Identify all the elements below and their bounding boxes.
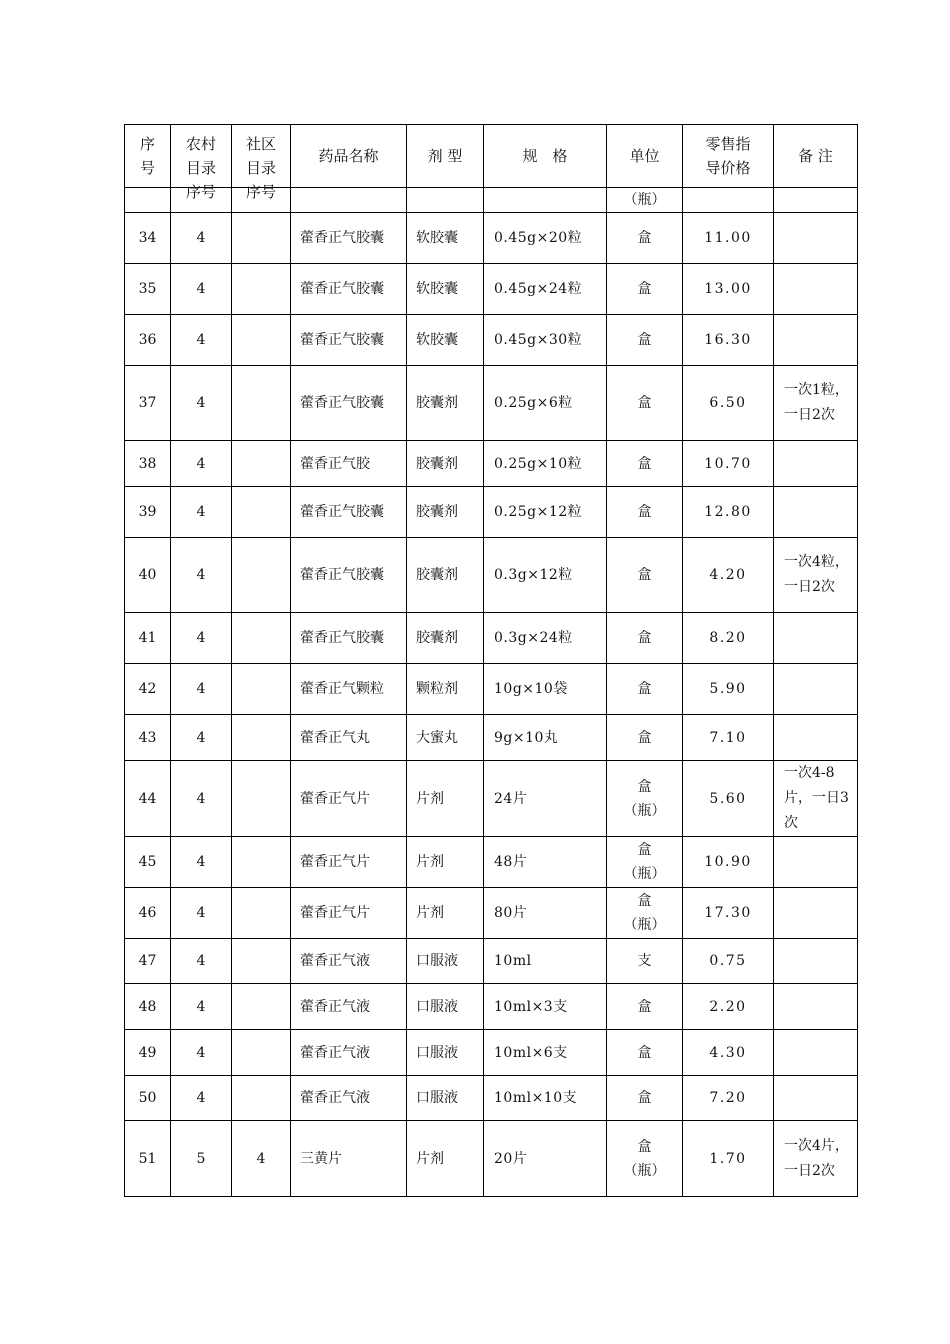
header-unit: 单位	[607, 125, 683, 188]
cell-dosage-form: 软胶囊	[407, 264, 484, 315]
header-retail-price: 零售指导价格	[683, 125, 774, 188]
cell-seq: 50	[125, 1076, 171, 1121]
cell-community-catalog	[232, 837, 291, 888]
cell-retail-price: 4.30	[683, 1030, 774, 1076]
table-row	[125, 487, 858, 538]
table-row	[125, 984, 858, 1030]
cell-community-catalog: 4	[232, 1121, 291, 1197]
cell-community-catalog	[232, 315, 291, 366]
cell-rural-catalog: 4	[171, 837, 232, 888]
cell-rural-catalog: 4	[171, 487, 232, 538]
cell-community-catalog	[232, 487, 291, 538]
cell-retail-price: 10.70	[683, 441, 774, 487]
cell-dosage-form: 胶囊剂	[407, 487, 484, 538]
cell-rural-catalog: 4	[171, 888, 232, 939]
cell-community-catalog	[232, 1076, 291, 1121]
cell-unit: 盒	[607, 264, 683, 315]
header-seq: 序号	[125, 125, 171, 188]
cell-remarks	[774, 715, 858, 761]
cell-remarks: 一次4-8片，一日3次	[774, 761, 858, 837]
cell-unit: 盒	[607, 664, 683, 715]
cell-unit: 盒	[607, 1076, 683, 1121]
cell-unit: 盒	[607, 315, 683, 366]
cell-specification: 10ml×10支	[484, 1076, 607, 1121]
header-remarks: 备 注	[774, 125, 858, 188]
cell-specification: 10g×10袋	[484, 664, 607, 715]
cell-drug-name: 藿香正气颗粒	[291, 664, 407, 715]
table-row	[125, 264, 858, 315]
cell-unit: 支	[607, 939, 683, 984]
header-drug-name: 药品名称	[291, 125, 407, 188]
cell-seq: 34	[125, 213, 171, 264]
cell-retail-price: 0.75	[683, 939, 774, 984]
cell-dosage-form: 胶囊剂	[407, 441, 484, 487]
cell-seq: 41	[125, 613, 171, 664]
cell-community-catalog	[232, 715, 291, 761]
header-rural-catalog: 农村目录序号	[171, 125, 232, 188]
cell-drug-name: 藿香正气片	[291, 837, 407, 888]
cell-unit: 盒	[607, 1030, 683, 1076]
cell-dosage-form: 口服液	[407, 939, 484, 984]
cell-drug-name: 三黄片	[291, 1121, 407, 1197]
cell-specification: 0.25g×12粒	[484, 487, 607, 538]
cell-community-catalog	[232, 441, 291, 487]
cell-rural-catalog: 5	[171, 1121, 232, 1197]
header-row	[125, 125, 858, 188]
cell-specification: 10ml	[484, 939, 607, 984]
cell-community-catalog	[232, 213, 291, 264]
cell-rural-catalog: 4	[171, 538, 232, 613]
cell-rural-catalog: 4	[171, 1076, 232, 1121]
cell-unit: 盒	[607, 487, 683, 538]
cell-dosage-form: 口服液	[407, 1076, 484, 1121]
cell-drug-name: 藿香正气胶囊	[291, 538, 407, 613]
cell-dosage-form: 软胶囊	[407, 213, 484, 264]
cell-community-catalog	[232, 888, 291, 939]
cell-seq: 38	[125, 441, 171, 487]
cell-unit: 盒	[607, 715, 683, 761]
cell-remarks	[774, 984, 858, 1030]
cell-dosage-form: 口服液	[407, 1030, 484, 1076]
cell-drug-name: 藿香正气丸	[291, 715, 407, 761]
cell-remarks	[774, 1076, 858, 1121]
cell-rural-catalog: 4	[171, 264, 232, 315]
cell-specification: 0.25g×10粒	[484, 441, 607, 487]
cell-retail-price: 1.70	[683, 1121, 774, 1197]
table-row	[125, 837, 858, 888]
cell-unit: 盒	[607, 213, 683, 264]
cell-community-catalog	[232, 366, 291, 441]
cell-dosage-form: 片剂	[407, 837, 484, 888]
cell-retail-price: 2.20	[683, 984, 774, 1030]
cell-seq: 45	[125, 837, 171, 888]
cell-dosage-form: 片剂	[407, 1121, 484, 1197]
cell-remarks	[774, 888, 858, 939]
cell-retail-price: 12.80	[683, 487, 774, 538]
cell-unit: 盒	[607, 366, 683, 441]
cell-retail-price: 16.30	[683, 315, 774, 366]
cell-drug-name: 藿香正气液	[291, 984, 407, 1030]
cell-unit: 盒（瓶）	[607, 1121, 683, 1197]
table-row	[125, 1121, 858, 1197]
table-row	[125, 1076, 858, 1121]
cell-rural-catalog: 4	[171, 664, 232, 715]
cell-dosage-form: 胶囊剂	[407, 613, 484, 664]
cell-drug-name: 藿香正气液	[291, 1030, 407, 1076]
table-row	[125, 761, 858, 837]
cell-remarks	[774, 837, 858, 888]
cell-specification: 48片	[484, 837, 607, 888]
cell-retail-price: 13.00	[683, 264, 774, 315]
header-specification: 规 格	[484, 125, 607, 188]
cell-rural-catalog: 4	[171, 613, 232, 664]
cell-drug-name: 藿香正气胶囊	[291, 264, 407, 315]
cell-retail-price: 5.60	[683, 761, 774, 837]
cell-community-catalog	[232, 984, 291, 1030]
cell-drug-name: 藿香正气胶囊	[291, 366, 407, 441]
cell-seq: 37	[125, 366, 171, 441]
cell-seq: 49	[125, 1030, 171, 1076]
cell-seq: 46	[125, 888, 171, 939]
continuation-row	[125, 188, 858, 213]
cell-specification: 0.3g×24粒	[484, 613, 607, 664]
cell-drug-name: 藿香正气片	[291, 888, 407, 939]
drug-price-table	[124, 124, 858, 1197]
cell-specification: 0.3g×12粒	[484, 538, 607, 613]
cell-retail-price: 5.90	[683, 664, 774, 715]
table-row	[125, 888, 858, 939]
cell-drug-name: 藿香正气液	[291, 1076, 407, 1121]
cell-remarks	[774, 441, 858, 487]
cell-unit: 盒（瓶）	[607, 761, 683, 837]
cell-remarks: 一次4粒，一日2次	[774, 538, 858, 613]
cell-remarks	[774, 264, 858, 315]
cell-dosage-form: 胶囊剂	[407, 538, 484, 613]
cell-drug-name: 藿香正气胶囊	[291, 613, 407, 664]
cell-community-catalog	[232, 664, 291, 715]
cell-rural-catalog: 4	[171, 761, 232, 837]
cell-retail-price: 7.10	[683, 715, 774, 761]
cell-dosage-form: 胶囊剂	[407, 366, 484, 441]
cell-drug-name: 藿香正气片	[291, 761, 407, 837]
cell-unit: 盒	[607, 984, 683, 1030]
cell-seq: 40	[125, 538, 171, 613]
cell-drug-name: 藿香正气胶囊	[291, 213, 407, 264]
cell-dosage-form: 软胶囊	[407, 315, 484, 366]
cell-community-catalog	[232, 1030, 291, 1076]
cell-dosage-form: 片剂	[407, 888, 484, 939]
cell-community-catalog	[232, 538, 291, 613]
cell-drug-name: 藿香正气胶	[291, 441, 407, 487]
cell-rural-catalog: 4	[171, 315, 232, 366]
cell-remarks	[774, 487, 858, 538]
cell-rural-catalog: 4	[171, 441, 232, 487]
cell-seq: 36	[125, 315, 171, 366]
cell-dosage-form: 大蜜丸	[407, 715, 484, 761]
cell-specification: 0.45g×30粒	[484, 315, 607, 366]
cell-community-catalog	[232, 613, 291, 664]
cell-unit: 盒	[607, 441, 683, 487]
cell-community-catalog	[232, 264, 291, 315]
cell-remarks: 一次4片，一日2次	[774, 1121, 858, 1197]
cell-rural-catalog: 4	[171, 1030, 232, 1076]
table-row	[125, 538, 858, 613]
cell-remarks: 一次1粒，一日2次	[774, 366, 858, 441]
cell-community-catalog	[232, 761, 291, 837]
table-row	[125, 441, 858, 487]
cell-specification: 80片	[484, 888, 607, 939]
cell-rural-catalog: 4	[171, 984, 232, 1030]
cell-rural-catalog: 4	[171, 213, 232, 264]
cell-remarks	[774, 1030, 858, 1076]
cell-drug-name: 藿香正气胶囊	[291, 487, 407, 538]
header-dosage-form: 剂 型	[407, 125, 484, 188]
cell-rural-catalog: 4	[171, 366, 232, 441]
cell-retail-price: 11.00	[683, 213, 774, 264]
cell-retail-price: 8.20	[683, 613, 774, 664]
cell-unit: 盒	[607, 538, 683, 613]
cell-seq: 44	[125, 761, 171, 837]
cell-remarks	[774, 315, 858, 366]
table-row	[125, 939, 858, 984]
cell-unit: 盒（瓶）	[607, 888, 683, 939]
cell-remarks	[774, 613, 858, 664]
cell-specification: 0.45g×20粒	[484, 213, 607, 264]
cell-remarks	[774, 664, 858, 715]
cell-remarks	[774, 939, 858, 984]
cell-remarks	[774, 213, 858, 264]
table-row	[125, 613, 858, 664]
cell-seq: 42	[125, 664, 171, 715]
cell-retail-price: 6.50	[683, 366, 774, 441]
cell-dosage-form: 口服液	[407, 984, 484, 1030]
continuation-unit: （瓶）	[607, 188, 683, 213]
cell-drug-name: 藿香正气胶囊	[291, 315, 407, 366]
cell-dosage-form: 片剂	[407, 761, 484, 837]
cell-seq: 47	[125, 939, 171, 984]
cell-specification: 0.25g×6粒	[484, 366, 607, 441]
cell-rural-catalog: 4	[171, 715, 232, 761]
cell-retail-price: 17.30	[683, 888, 774, 939]
cell-unit: 盒	[607, 613, 683, 664]
cell-specification: 20片	[484, 1121, 607, 1197]
cell-seq: 43	[125, 715, 171, 761]
cell-seq: 51	[125, 1121, 171, 1197]
table-row	[125, 715, 858, 761]
cell-specification: 24片	[484, 761, 607, 837]
table-row	[125, 1030, 858, 1076]
cell-specification: 10ml×6支	[484, 1030, 607, 1076]
cell-rural-catalog: 4	[171, 939, 232, 984]
table-row	[125, 366, 858, 441]
cell-community-catalog	[232, 939, 291, 984]
cell-specification: 9g×10丸	[484, 715, 607, 761]
cell-specification: 0.45g×24粒	[484, 264, 607, 315]
table-row	[125, 315, 858, 366]
cell-unit: 盒（瓶）	[607, 837, 683, 888]
header-community-catalog: 社区目录序号	[232, 125, 291, 188]
table-row	[125, 213, 858, 264]
cell-seq: 35	[125, 264, 171, 315]
cell-seq: 48	[125, 984, 171, 1030]
cell-seq: 39	[125, 487, 171, 538]
cell-drug-name: 藿香正气液	[291, 939, 407, 984]
cell-dosage-form: 颗粒剂	[407, 664, 484, 715]
cell-retail-price: 4.20	[683, 538, 774, 613]
cell-retail-price: 10.90	[683, 837, 774, 888]
table-row	[125, 664, 858, 715]
cell-retail-price: 7.20	[683, 1076, 774, 1121]
cell-specification: 10ml×3支	[484, 984, 607, 1030]
